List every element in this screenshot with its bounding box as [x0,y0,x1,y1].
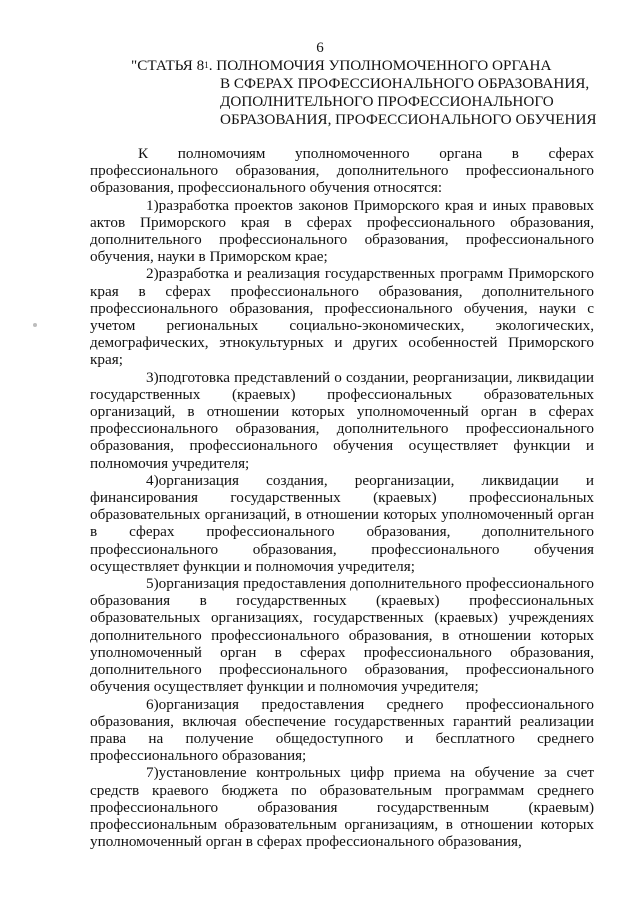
page-number: 6 [316,40,324,56]
list-item: 2)разработка и реализация государственных программ Приморского края в сферах профессионального образования, дополнительного профессионального образования, профессионального обучения, науки с учетом региональных социально-экономических, экологических, демографических, этнокультурных и других особенностей Приморского края; [90,265,594,369]
heading-line-4: ОБРАЗОВАНИЯ, ПРОФЕССИОНАЛЬНОГО ОБУЧЕНИЯ [220,111,597,128]
list-item: 6)организация предоставления среднего профессионального образования, включая обеспечение государственных гарантий реализации права на получение общедоступного и бесплатного среднего профессионального образования; [90,695,594,765]
list-item: 7)установление контрольных цифр приема на обучение за счет средств краевого бюджета по образовательным программам среднего профессионального образования государственным (краевым) профессиональным образовательным организациям, в отношении которых уполномоченный орган в сферах профессионального образования, [90,764,594,851]
list-item: 4)организация создания, реорганизации, ликвидации и финансирования государственных (краевых) профессиональных образовательных организаций, в отношении которых уполномоченный орган в сферах профессионального образования, дополнительного профессионального образования, профессионального обучения осуществляет функции и полномочия учредителя; [90,471,594,575]
list-item: 5)организация предоставления дополнительного профессионального образования в государственных (краевых) профессиональных образовательных организациях, государственных (краевых) учреждениях дополнительного профессионального образования, в отношении которых уполномоченный орган в сферах профессионального образования, дополнительного профессионального образования, профессионального обучения осуществляет функции и полномочия учредителя; [90,575,594,696]
intro-paragraph: К полномочиям уполномоченного органа в сферах профессионального образования, дополнительного профессионального образования, профессионального обучения относятся: [90,145,594,197]
heading-superscript: 1 [204,60,209,70]
article-heading [131,57,601,129]
article-body [90,145,594,850]
heading-line-1: "СТАТЬЯ $8^1$. ПОЛНОМОЧИЯ УПОЛНОМОЧЕННОГО ОРГАНА [131,57,552,74]
list-item: 3)подготовка представлений о создании, реорганизации, ликвидации государственных (краевых) профессиональных образовательных организаций, в отношении которых уполномоченный орган в сферах профессионального образования, дополнительного профессионального образования, профессионального обучения осуществляет функции и полномочия учредителя; [90,368,594,472]
heading-line-2: В СФЕРАХ ПРОФЕССИОНАЛЬНОГО ОБРАЗОВАНИЯ, [220,75,590,92]
scan-speck [33,323,37,327]
list-item: 1)разработка проектов законов Приморского края и иных правовых актов Приморского края в сферах профессионального образования, дополнительного профессионального образования, профессионального обучения, науки в Приморском крае; [90,196,594,266]
heading-line-3: ДОПОЛНИТЕЛЬНОГО ПРОФЕССИОНАЛЬНОГО [220,93,554,110]
